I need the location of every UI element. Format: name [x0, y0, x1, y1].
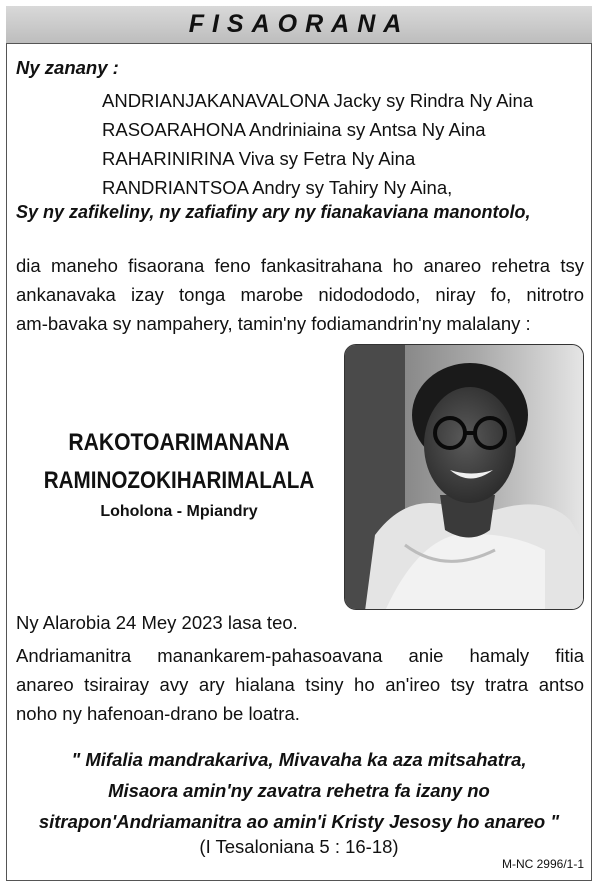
child-line: ANDRIANJAKANAVALONA Jacky sy Rindra Ny Aina	[102, 90, 534, 111]
child-line: RAHARINIRINA Viva sy Fetra Ny Aina	[102, 148, 416, 169]
ad-code: M-NC 2996/1-1	[501, 857, 584, 871]
verse-reference: (I Tesaloniana 5 : 16-18)	[199, 836, 399, 857]
child-line: RASOARAHONA Andriniaina sy Antsa Ny Aina	[102, 119, 486, 140]
children-list	[102, 86, 533, 202]
family-line: Sy ny zafikeliny, ny zafiafiny ary ny fianakaviana manontolo,	[16, 202, 531, 222]
portrait-photo	[344, 344, 584, 610]
verse-line: " Mifalia mandrakariva, Mivavaha ka aza mitsahatra,	[71, 749, 527, 770]
bible-verse	[6, 744, 592, 837]
prayer-paragraph	[16, 641, 584, 728]
thanks-line: dia maneho fisaorana feno fankasitrahana ho anareo rehetra tsy	[16, 255, 584, 276]
intro-label: Ny zanany :	[16, 57, 119, 78]
deceased-name-line2: RAMINOZOKIHARIMALALA	[43, 467, 315, 494]
prayer-line: noho ny hafenoan-drano be loatra.	[16, 703, 300, 724]
verse-line: Misaora amin'ny zavatra rehetra fa izany no	[108, 780, 490, 801]
child-line: RANDRIANTSOA Andry sy Tahiry Ny Aina,	[102, 177, 453, 198]
thanks-line: am-bavaka sy nampahery, tamin'ny fodiamandrin'ny malalany :	[16, 313, 531, 334]
portrait-image	[345, 345, 584, 610]
verse-line: sitrapon'Andriamanitra ao amin'i Kristy Jesosy ho anareo "	[38, 811, 560, 832]
prayer-line: Andriamanitra manankarem-pahasoavana anie hamaly fitia	[16, 645, 584, 666]
thanks-paragraph	[16, 251, 584, 338]
date-line: Ny Alarobia 24 Mey 2023 lasa teo.	[16, 612, 298, 633]
header-banner	[6, 6, 592, 44]
deceased-name-line1: RAKOTOARIMANANA	[68, 429, 290, 456]
notice-title: FISAORANA	[188, 10, 410, 38]
deceased-relation: Loholona - Mpiandry	[100, 503, 258, 520]
deceased-block	[14, 427, 344, 521]
thanks-line: ankanavaka izay tonga marobe nidodododo, niray fo, nitrotro	[16, 284, 584, 305]
prayer-line: anareo tsirairay avy ary hialana tsiny ho an'ireo tsy tratra antso	[16, 674, 584, 695]
